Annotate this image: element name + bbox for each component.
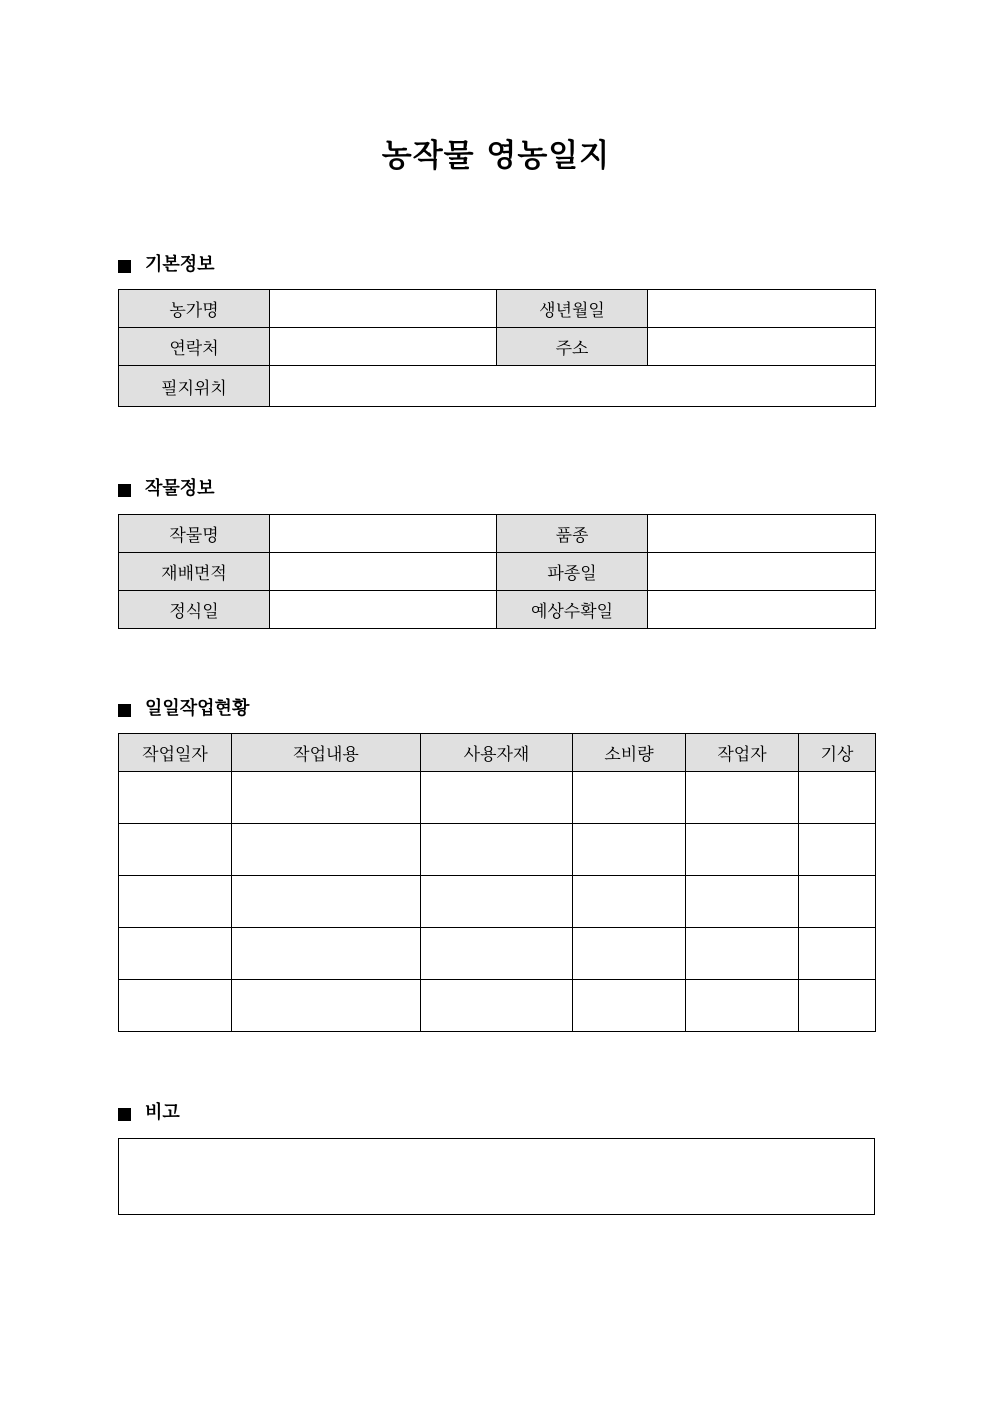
table-cell[interactable]: [686, 876, 799, 928]
section-heading-label: 일일작업현황: [145, 698, 250, 719]
column-header-work-content: 작업내용: [232, 734, 421, 772]
table-cell[interactable]: [686, 928, 799, 980]
variety-label: 품종: [497, 515, 648, 553]
column-header-materials-used: 사용자재: [421, 734, 573, 772]
variety-field[interactable]: [648, 515, 876, 553]
table-row: [119, 928, 876, 980]
table-cell[interactable]: [232, 876, 421, 928]
address-label: 주소: [497, 328, 648, 366]
birth-date-label: 생년월일: [497, 290, 648, 328]
table-cell[interactable]: [573, 876, 686, 928]
table-cell[interactable]: [232, 824, 421, 876]
table-cell[interactable]: [421, 928, 573, 980]
section-heading-label: 작물정보: [145, 478, 215, 499]
table-cell[interactable]: [421, 824, 573, 876]
table-cell[interactable]: [686, 824, 799, 876]
crop-name-field[interactable]: [270, 515, 497, 553]
square-bullet-icon: [118, 704, 131, 717]
table-cell[interactable]: [421, 772, 573, 824]
table-cell[interactable]: [421, 876, 573, 928]
table-row: [119, 290, 876, 328]
column-header-work-date: 작업일자: [119, 734, 232, 772]
table-cell[interactable]: [799, 980, 876, 1032]
expected-harvest-field[interactable]: [648, 591, 876, 629]
table-cell[interactable]: [573, 980, 686, 1032]
crop-name-label: 작물명: [119, 515, 270, 553]
column-header-worker: 작업자: [686, 734, 799, 772]
farm-name-label: 농가명: [119, 290, 270, 328]
planting-date-field[interactable]: [270, 591, 497, 629]
table-row: [119, 591, 876, 629]
table-cell[interactable]: [421, 980, 573, 1032]
basic-info-table: [118, 289, 876, 407]
table-row: [119, 980, 876, 1032]
crop-info-table: [118, 514, 876, 629]
table-cell[interactable]: [686, 772, 799, 824]
table-cell[interactable]: [119, 824, 232, 876]
table-row: [119, 876, 876, 928]
table-cell[interactable]: [119, 980, 232, 1032]
table-cell[interactable]: [799, 772, 876, 824]
daily-work-table: [118, 733, 876, 1032]
table-row: [119, 772, 876, 824]
section-heading-crop-info: [118, 477, 215, 501]
table-cell[interactable]: [573, 928, 686, 980]
field-location-label: 필지위치: [119, 366, 270, 407]
sowing-date-label: 파종일: [497, 553, 648, 591]
table-cell[interactable]: [232, 980, 421, 1032]
square-bullet-icon: [118, 1108, 131, 1121]
remarks-field[interactable]: [118, 1138, 875, 1215]
column-header-weather: 기상: [799, 734, 876, 772]
section-heading-remarks: [118, 1101, 180, 1125]
section-heading-label: 비고: [145, 1102, 180, 1123]
table-cell[interactable]: [573, 824, 686, 876]
farm-name-field[interactable]: [270, 290, 497, 328]
square-bullet-icon: [118, 484, 131, 497]
table-cell[interactable]: [119, 928, 232, 980]
planting-date-label: 정식일: [119, 591, 270, 629]
square-bullet-icon: [118, 260, 131, 273]
address-field[interactable]: [648, 328, 876, 366]
section-heading-label: 기본정보: [145, 254, 215, 275]
section-heading-daily-work: [118, 697, 249, 721]
cultivation-area-field[interactable]: [270, 553, 497, 591]
sowing-date-field[interactable]: [648, 553, 876, 591]
table-cell[interactable]: [799, 824, 876, 876]
table-cell[interactable]: [119, 772, 232, 824]
table-header-row: [119, 734, 876, 772]
table-cell[interactable]: [232, 772, 421, 824]
table-row: [119, 515, 876, 553]
table-cell[interactable]: [799, 928, 876, 980]
table-row: [119, 328, 876, 366]
cultivation-area-label: 재배면적: [119, 553, 270, 591]
table-cell[interactable]: [573, 772, 686, 824]
expected-harvest-label: 예상수확일: [497, 591, 648, 629]
page-title: 농작물 영농일지: [381, 138, 611, 174]
contact-label: 연락처: [119, 328, 270, 366]
table-row: [119, 553, 876, 591]
column-header-consumption: 소비량: [573, 734, 686, 772]
field-location-field[interactable]: [270, 366, 876, 407]
section-heading-basic-info: [118, 253, 215, 277]
contact-field[interactable]: [270, 328, 497, 366]
table-cell[interactable]: [799, 876, 876, 928]
table-row: [119, 366, 876, 407]
table-cell[interactable]: [686, 980, 799, 1032]
birth-date-field[interactable]: [648, 290, 876, 328]
table-cell[interactable]: [232, 928, 421, 980]
table-row: [119, 824, 876, 876]
table-cell[interactable]: [119, 876, 232, 928]
